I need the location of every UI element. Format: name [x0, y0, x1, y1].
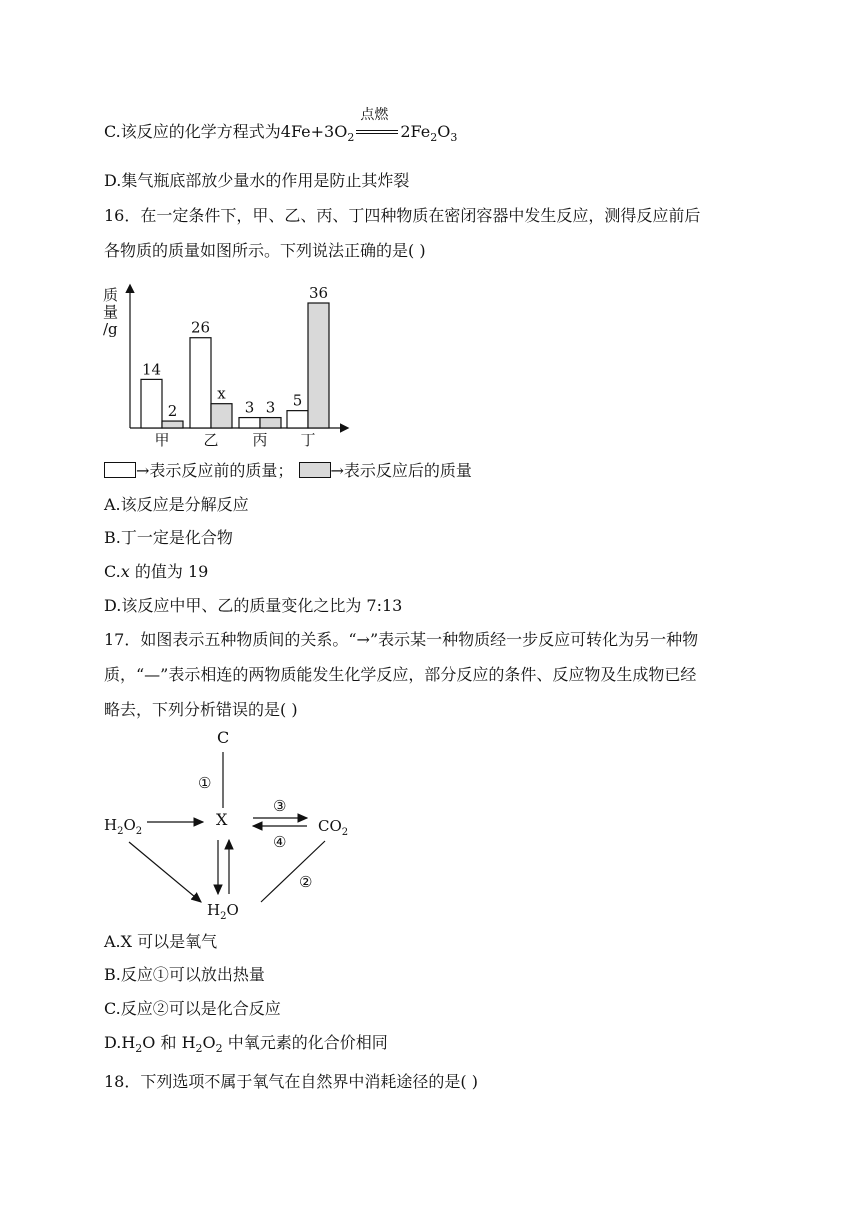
- arrow-h2o2-h2o: [129, 842, 201, 902]
- node-co2: $CO_2$: [318, 817, 349, 838]
- mass-bar-chart: [95, 268, 360, 448]
- category-label-1: 甲: [154, 431, 170, 448]
- q18-stem: 18．下列选项不属于氧气在自然界中消耗途径的是( ): [104, 1072, 478, 1091]
- reaction-3-label: ③: [273, 797, 287, 815]
- node-x: X: [216, 810, 228, 829]
- reaction-1-label: ①: [198, 774, 212, 792]
- equation-left: $4Fe+3O_2$: [280, 122, 355, 144]
- bar-label-before-4: 5: [292, 391, 303, 410]
- q17-option-b: B.反应①可以放出热量: [104, 965, 265, 984]
- q17-stem-line1: 17．如图表示五种物质间的关系。“→”表示某一种物质经一步反应可转化为另一种物: [104, 630, 699, 649]
- q16-option-b: B.丁一定是化合物: [104, 528, 233, 547]
- q17-option-d: $D.H_2O$ 和 $H_2O_2$ 中氧元素的化合价相同: [104, 1033, 388, 1055]
- category-label-3: 丙: [252, 431, 268, 448]
- legend-after-swatch: [299, 462, 331, 478]
- node-c: C: [217, 728, 230, 747]
- q17-option-a: A.X 可以是氧气: [104, 932, 218, 951]
- q17-stem-line2: 质，“—”表示相连的两物质能发生化学反应，部分反应的条件、反应物及生成物已经: [104, 665, 697, 684]
- reaction-2-label: ②: [299, 873, 313, 891]
- bar-label-before-2: 26: [190, 318, 211, 337]
- substance-relation-diagram: [95, 722, 370, 927]
- bar-before-1: [141, 379, 162, 428]
- bar-before-2: [190, 338, 211, 428]
- category-label-2: 乙: [203, 431, 219, 448]
- legend-before-swatch: [104, 462, 136, 478]
- node-h2o: $H_2O$: [207, 901, 239, 922]
- q16-option-c: C.x 的值为 19: [104, 562, 209, 581]
- legend-before-label: →表示反应前的质量；: [136, 461, 294, 480]
- bar-label-after-3: 3: [265, 398, 276, 417]
- bar-after-4: [308, 303, 329, 428]
- bar-after-2: [211, 404, 232, 428]
- q17-option-c: C.反应②可以是化合反应: [104, 999, 281, 1018]
- y-axis-label: 质量/g: [103, 286, 119, 338]
- equation-right: $2Fe_2O_3$: [400, 122, 458, 144]
- node-h2o2: $H_2O_2$: [104, 816, 143, 837]
- bar-after-1: [162, 421, 183, 428]
- link-co2-h2o: [261, 841, 325, 902]
- q15-option-c: C.该反应的化学方程式为$4Fe+3O_2$ 点燃 $2Fe_2O_3$: [104, 107, 458, 144]
- q16-option-d: D.该反应中甲、乙的质量变化之比为 7:13: [104, 596, 403, 615]
- q17-stem-line3: 略去，下列分析错误的是( ): [104, 700, 298, 719]
- bar-before-4: [287, 411, 308, 428]
- reaction-4-label: ④: [273, 833, 287, 851]
- q16-stem-line1: 16．在一定条件下，甲、乙、丙、丁四种物质在密闭容器中发生反应，测得反应前后: [104, 206, 701, 225]
- bar-label-after-2: x: [217, 384, 226, 403]
- equation-condition: 点燃: [354, 121, 400, 143]
- legend-after-label: →表示反应后的质量: [330, 461, 472, 480]
- bar-after-3: [260, 418, 281, 428]
- q16-stem-line2: 各物质的质量如图所示。下列说法正确的是( ): [104, 241, 426, 260]
- q16-option-a: A.该反应是分解反应: [104, 495, 249, 514]
- category-label-4: 丁: [300, 431, 316, 448]
- bar-label-before-1: 14: [141, 360, 162, 379]
- chart-legend: [104, 460, 472, 482]
- bar-before-3: [239, 418, 260, 428]
- bar-label-after-1: 2: [167, 402, 178, 421]
- bar-label-after-4: 36: [308, 284, 329, 302]
- bar-label-before-3: 3: [244, 398, 255, 417]
- q15-option-d: D.集气瓶底部放少量水的作用是防止其炸裂: [104, 171, 410, 190]
